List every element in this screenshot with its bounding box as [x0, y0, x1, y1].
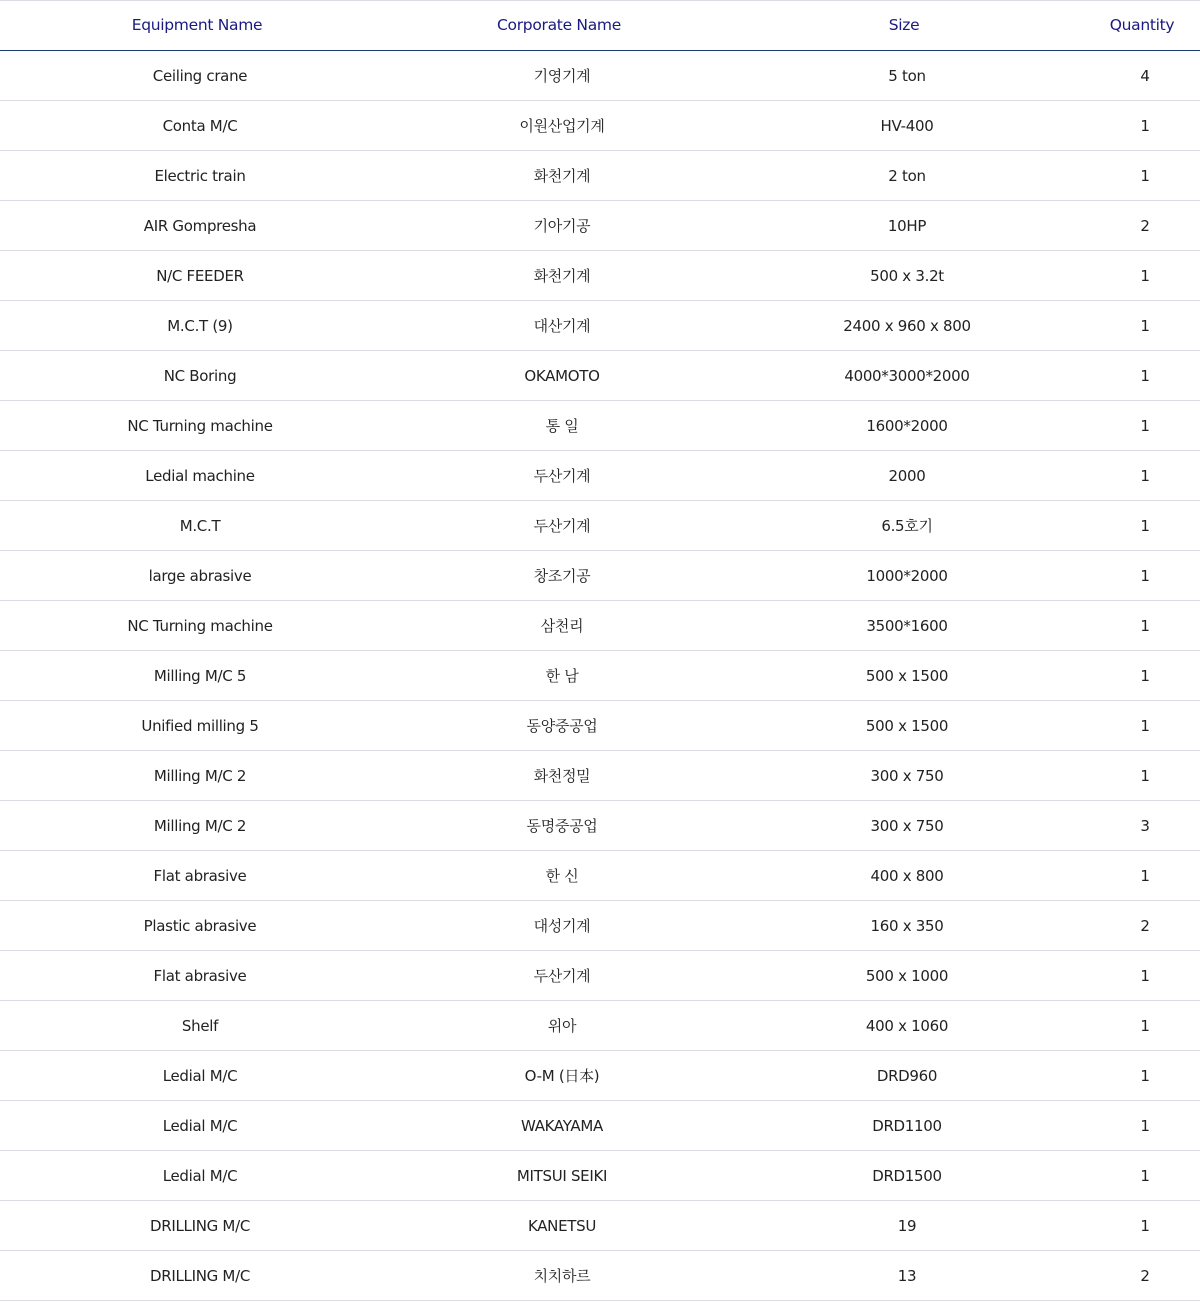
cell-corporate-name: 화천기계: [533, 267, 591, 285]
cell-corporate-name: 두산기계: [533, 517, 591, 535]
cell-corporate-name: 창조기공: [533, 567, 591, 585]
cell-quantity: 1: [1140, 116, 1150, 135]
cell-corporate-name: 위아: [547, 1017, 577, 1035]
cell-equipment-name: Shelf: [181, 1016, 219, 1035]
cell-quantity: 1: [1140, 1016, 1150, 1035]
cell-corporate-name: 치치하르: [533, 1267, 591, 1285]
cell-equipment-name: Ceiling crane: [152, 66, 248, 85]
cell-corporate-name: O-M (日本): [524, 1067, 600, 1085]
cell-size: 4000*3000*2000: [844, 366, 970, 385]
cell-equipment-name: large abrasive: [148, 566, 252, 585]
table-row: [0, 751, 1200, 801]
cell-size: 160 x 350: [870, 916, 944, 935]
cell-corporate-name: 이원산업기계: [519, 117, 605, 135]
cell-equipment-name: DRILLING M/C: [149, 1216, 251, 1235]
cell-size: 500 x 1500: [865, 666, 949, 685]
table-row: [0, 451, 1200, 501]
cell-size: DRD1100: [872, 1116, 942, 1135]
cell-equipment-name: Flat abrasive: [153, 966, 247, 985]
cell-corporate-name: 동명중공업: [526, 817, 598, 835]
cell-equipment-name: DRILLING M/C: [149, 1266, 251, 1285]
cell-size: 1600*2000: [866, 416, 948, 435]
cell-corporate-name: 기영기계: [533, 67, 591, 85]
cell-size: 2 ton: [888, 166, 926, 185]
cell-size: 5 ton: [888, 66, 926, 85]
cell-corporate-name: MITSUI SEIKI: [516, 1166, 608, 1185]
cell-corporate-name: OKAMOTO: [524, 366, 600, 385]
table-row: [0, 201, 1200, 251]
cell-quantity: 1: [1140, 716, 1150, 735]
cell-quantity: 1: [1140, 566, 1150, 585]
cell-corporate-name: 삼천리: [540, 617, 584, 635]
cell-equipment-name: NC Turning machine: [127, 616, 273, 635]
cell-quantity: 1: [1140, 1116, 1150, 1135]
cell-quantity: 2: [1140, 1266, 1150, 1285]
table-row: [0, 51, 1200, 101]
cell-equipment-name: NC Turning machine: [127, 416, 273, 435]
cell-size: 3500*1600: [866, 616, 948, 635]
table-row: [0, 701, 1200, 751]
cell-size: 500 x 1000: [865, 966, 949, 985]
cell-quantity: 1: [1140, 166, 1150, 185]
cell-equipment-name: Milling M/C 2: [153, 766, 247, 785]
header-corporate-name: Corporate Name: [497, 15, 621, 34]
header-size: Size: [888, 15, 920, 34]
cell-quantity: 1: [1140, 1166, 1150, 1185]
cell-quantity: 1: [1140, 666, 1150, 685]
cell-corporate-name: 대성기계: [533, 917, 591, 935]
table-row: [0, 851, 1200, 901]
table-row: [0, 801, 1200, 851]
cell-size: 1000*2000: [866, 566, 948, 585]
cell-quantity: 1: [1140, 266, 1150, 285]
table-row: [0, 501, 1200, 551]
table-row: [0, 651, 1200, 701]
table-row: [0, 1001, 1200, 1051]
table-row: [0, 151, 1200, 201]
cell-size: 19: [897, 1216, 917, 1235]
cell-size: 400 x 800: [870, 866, 944, 885]
cell-equipment-name: Ledial M/C: [162, 1116, 238, 1135]
cell-equipment-name: M.C.T (9): [167, 316, 233, 335]
cell-size: 300 x 750: [870, 816, 944, 835]
cell-corporate-name: 한 신: [545, 867, 579, 885]
header-equipment-name: Equipment Name: [131, 15, 263, 34]
cell-size: 500 x 1500: [865, 716, 949, 735]
cell-quantity: 1: [1140, 516, 1150, 535]
cell-quantity: 3: [1140, 816, 1150, 835]
cell-corporate-name: 한 남: [545, 667, 579, 685]
cell-quantity: 2: [1140, 916, 1150, 935]
table-row: [0, 951, 1200, 1001]
table-row: [0, 901, 1200, 951]
table-row: [0, 1051, 1200, 1101]
header-quantity: Quantity: [1109, 15, 1175, 34]
cell-equipment-name: N/C FEEDER: [156, 266, 244, 285]
cell-equipment-name: Milling M/C 2: [153, 816, 247, 835]
cell-corporate-name: 화천기계: [533, 167, 591, 185]
cell-equipment-name: Ledial M/C: [162, 1066, 238, 1085]
cell-quantity: 1: [1140, 766, 1150, 785]
cell-quantity: 1: [1140, 966, 1150, 985]
cell-equipment-name: Conta M/C: [162, 116, 238, 135]
table-row: [0, 1151, 1200, 1201]
cell-quantity: 1: [1140, 316, 1150, 335]
table-row: [0, 101, 1200, 151]
cell-quantity: 1: [1140, 866, 1150, 885]
cell-quantity: 1: [1140, 1066, 1150, 1085]
cell-size: 2000: [888, 466, 926, 485]
cell-equipment-name: Unified milling 5: [141, 716, 259, 735]
cell-size: 6.5호기: [881, 517, 933, 535]
table-row: [0, 601, 1200, 651]
table-row: [0, 401, 1200, 451]
table-row: [0, 251, 1200, 301]
cell-quantity: 1: [1140, 366, 1150, 385]
cell-corporate-name: 화천정밀: [533, 767, 591, 785]
cell-size: HV-400: [880, 116, 934, 135]
cell-equipment-name: M.C.T: [179, 516, 221, 535]
table-row: [0, 351, 1200, 401]
cell-quantity: 2: [1140, 216, 1150, 235]
cell-corporate-name: KANETSU: [527, 1216, 597, 1235]
table-header: [0, 1, 1200, 51]
cell-equipment-name: Ledial M/C: [162, 1166, 238, 1185]
cell-equipment-name: Electric train: [154, 166, 246, 185]
cell-corporate-name: 통 일: [545, 417, 579, 435]
cell-equipment-name: NC Boring: [163, 366, 237, 385]
cell-corporate-name: 기아기공: [533, 217, 591, 235]
table-row: [0, 1101, 1200, 1151]
cell-size: 13: [897, 1266, 917, 1285]
cell-size: DRD960: [876, 1066, 938, 1085]
cell-corporate-name: 동양중공업: [526, 717, 598, 735]
cell-size: 400 x 1060: [865, 1016, 949, 1035]
cell-size: 300 x 750: [870, 766, 944, 785]
cell-equipment-name: Flat abrasive: [153, 866, 247, 885]
table-row: [0, 1201, 1200, 1251]
cell-equipment-name: Ledial machine: [145, 466, 255, 485]
cell-quantity: 1: [1140, 416, 1150, 435]
cell-quantity: 4: [1140, 66, 1150, 85]
cell-corporate-name: WAKAYAMA: [520, 1116, 603, 1135]
cell-equipment-name: Plastic abrasive: [143, 916, 257, 935]
cell-equipment-name: AIR Gompresha: [143, 216, 257, 235]
table-row: [0, 301, 1200, 351]
cell-equipment-name: Milling M/C 5: [153, 666, 247, 685]
cell-size: 10HP: [887, 216, 927, 235]
table-body: [0, 51, 1200, 1301]
cell-size: 500 x 3.2t: [870, 266, 944, 285]
cell-corporate-name: 대산기계: [533, 317, 591, 335]
cell-size: 2400 x 960 x 800: [843, 316, 971, 335]
cell-corporate-name: 두산기계: [533, 467, 591, 485]
cell-quantity: 1: [1140, 1216, 1150, 1235]
cell-size: DRD1500: [872, 1166, 942, 1185]
cell-corporate-name: 두산기계: [533, 967, 591, 985]
table-row: [0, 1251, 1200, 1301]
cell-quantity: 1: [1140, 466, 1150, 485]
cell-quantity: 1: [1140, 616, 1150, 635]
table-row: [0, 551, 1200, 601]
